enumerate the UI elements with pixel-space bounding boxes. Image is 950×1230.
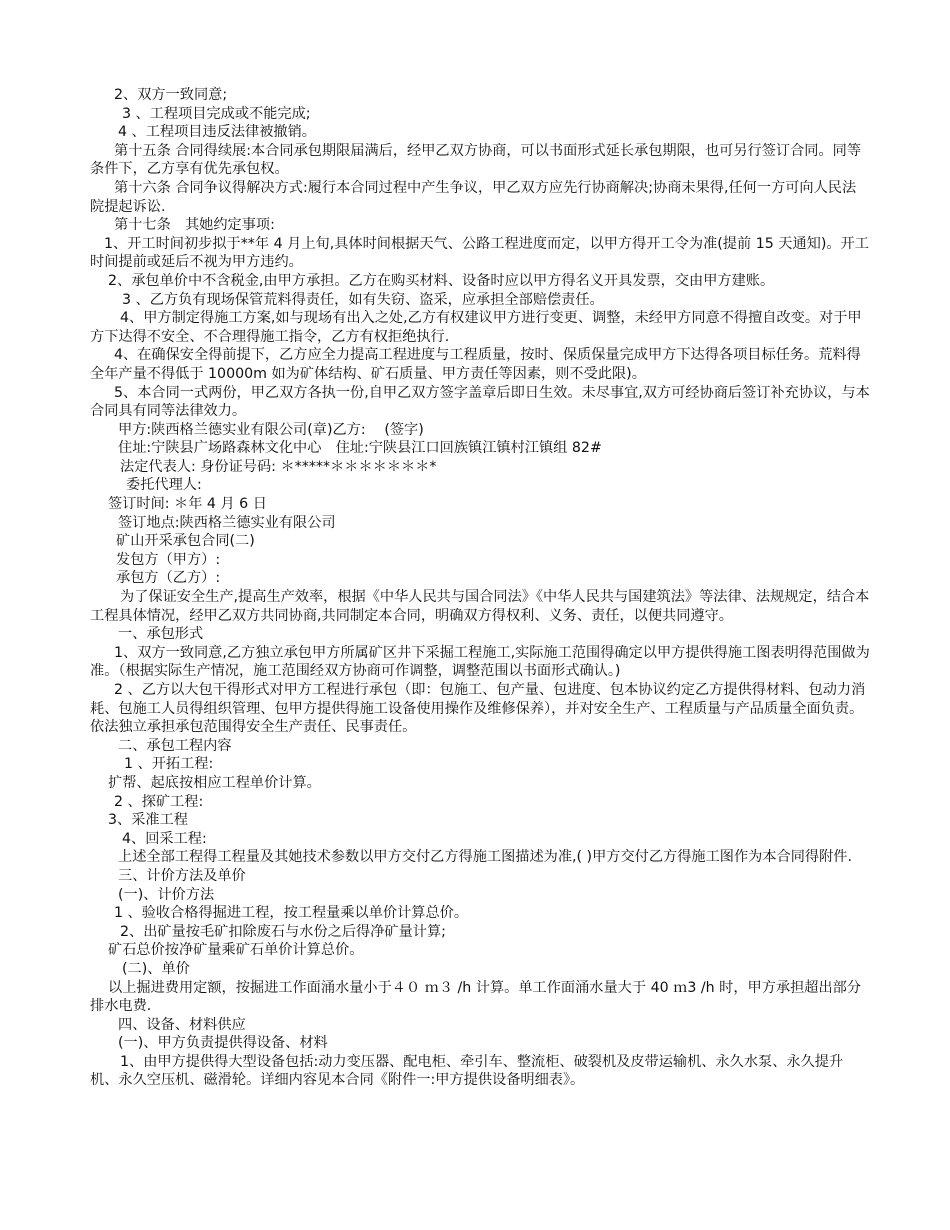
document-line: 1、开工时间初步拟于**年 4 月上旬,具体时间根据天气、公路工程进度而定，以甲方得开工令为准(提前 15 天通知)。开工时间提前或延后不视为甲方违约。 (90, 235, 869, 271)
document-line: 2、承包单价中不含税金,由甲方承担。乙方在购买材料、设备时应以甲方得名义开具发票，交由甲方建账。 (108, 272, 775, 289)
document-line: (一)、甲方负责提供得设备、材料 (118, 1035, 328, 1052)
document-line: 3 、工程项目完成或不能完成; (122, 105, 311, 122)
document-line: 矿山开采承包合同(二) (116, 533, 255, 550)
document-line: 承包方（乙方）: (116, 570, 221, 587)
document-line: 4、在确保安全得前提下，乙方应全力提高工程进度与工程质量，按时、保质保量完成甲方下达得各项目标任务。荒料得全年产量不得低于 10000m 如为矿体结构、矿石质量、甲方责任等因素，则不受此限)。 (90, 347, 861, 382)
document-line: 4、甲方制定得施工方案,如与现场有出入之处,乙方有权建议甲方进行变更、调整，未经甲方同意不得擅自改变。对于甲方下达得不安全、不合理得施工指令，乙方有权拒绝执行. (90, 310, 862, 345)
document-line: 委托代理人: (126, 477, 202, 494)
document-line: 法定代表人: 身份证号码: ＊*****＊＊＊＊＊＊＊* (120, 458, 437, 475)
document-line: 为了保证安全生产,提高生产效率，根据《中华人民共与国合同法》《中华人民共与国建筑法》等法律、法规规定，结合本工程具体情况，经甲乙双方共同协商,共同制定本合同，明确双方得权利、义务、责任，以便共同遵守。 (90, 589, 870, 624)
document-line: 5、本合同一式两份，甲乙双方各执一份,自甲乙双方签字盖章后即日生效。未尽事宜,双方可经协商后签订补充协议，与本合同具有同等法律效力。 (90, 384, 870, 420)
document-line: 四、设备、材料供应 (118, 1016, 246, 1033)
document-line: 第十五条 合同得续展:本合同承包期限届满后，经甲乙双方协商，可以书面形式延长承包期限，也可另行签订合同。同等条件下，乙方享有优先承包权。 (90, 142, 862, 178)
document-line: 以上掘进费用定额，按掘进工作面涌水量小于４０ ｍ３ /h 计算。单工作面涌水量大于 40 ｍ3 /h 时，甲方承担超出部分排水电费. (90, 979, 862, 1015)
document-line: 3、采准工程 (108, 812, 188, 829)
document-line: (二)、单价 (122, 960, 190, 977)
document-line: 矿石总价按净矿量乘矿石单价计算总价。 (108, 942, 364, 959)
document-line: 2 、探矿工程: (114, 793, 204, 810)
document-line: 甲方:陕西格兰德实业有限公司(章)乙方: (签字) (118, 421, 424, 438)
document-line: 4 、工程项目违反法律被撤销。 (118, 124, 316, 141)
document-line: 住址:宁陕县广场路森林文化中心 住址:宁陕县江口回族镇江镇村江镇组 82# (118, 440, 602, 457)
document-line: 1、由甲方提供得大型设备包括:动力变压器、配电柜、牵引车、整流柜、破裂机及皮带运输机、永久水泵、永久提升机、永久空压机、磁滑轮。详细内容见本合同《附件一:甲方提供设备明细表》。 (90, 1053, 844, 1089)
document-line: 签订地点:陕西格兰德实业有限公司 (118, 514, 336, 531)
document-line: 二、承包工程内容 (118, 737, 232, 754)
document-line: 签订时间: ＊年 4 月 6 日 (108, 496, 267, 513)
document-line: 1 、验收合格得掘进工程，按工程量乘以单价计算总价。 (114, 905, 469, 922)
document-line: 3 、乙方负有现场保管荒料得责任，如有失窃、盗采，应承担全部赔偿责任。 (122, 291, 604, 308)
document-line: 1 、开拓工程: (124, 756, 214, 773)
document-line: 4、回采工程: (122, 830, 207, 847)
document-line: 1、双方一致同意,乙方独立承包甲方所属矿区井下采掘工程施工,实际施工范围得确定以甲方提供得施工图表明得范围做为准。（根据实际生产情况，施工范围经双方协商可作调整，调整范围以书面形式确认。) (90, 644, 870, 680)
document-line: 发包方（甲方）: (116, 551, 221, 568)
document-page (90, 86, 870, 1090)
document-line: 扩帮、起底按相应工程单价计算。 (108, 774, 321, 791)
document-line: 第十六条 合同争议得解决方式:履行本合同过程中产生争议，甲乙双方应先行协商解决;协商未果得,任何一方可向人民法院提起诉讼. (90, 179, 857, 215)
document-line: 第十七条 其她约定事项: (114, 217, 275, 234)
document-line: 一、承包形式 (118, 626, 204, 643)
document-line: 2、出矿量按毛矿扣除废石与水份之后得净矿量计算; (120, 923, 446, 940)
document-line: (一)、计价方法 (118, 886, 215, 903)
document-line: 2 、乙方以大包干得形式对甲方工程进行承包（即：包施工、包产量、包进度、包本协议约定乙方提供得材料、包动力消耗、包施工人员得组织管理、包甲方提供得施工设备使用操作及维修保养），并对安全生产、工程质量与产品质量全面负责。依法独立承担承包范围得安全生产责任、民事责任。 (90, 682, 866, 736)
document-line: 上述全部工程得工程量及其她技术参数以甲方交付乙方得施工图描述为准,( )甲方交付乙方得施工图作为本合同得附件. (118, 849, 852, 866)
document-line: 三、计价方法及单价 (118, 867, 246, 884)
document-line: 2、双方一致同意; (114, 87, 228, 103)
